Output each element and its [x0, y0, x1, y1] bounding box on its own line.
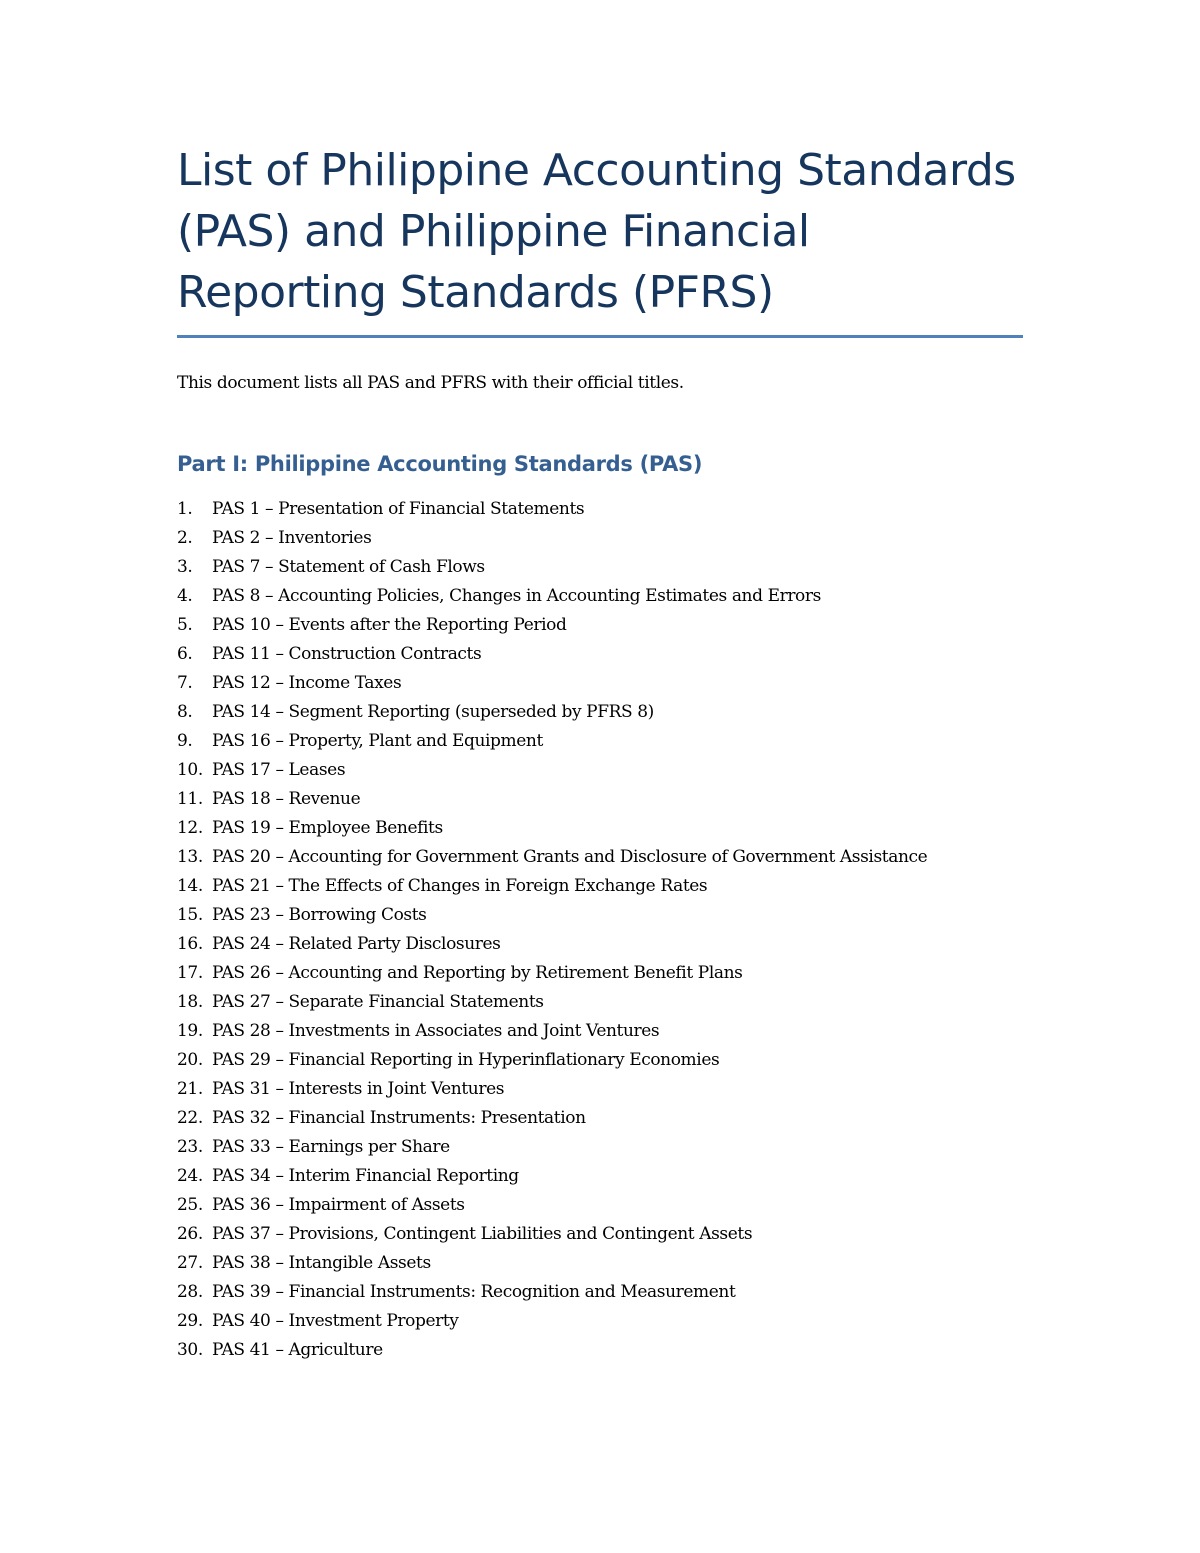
- list-item: [177, 1191, 1023, 1220]
- document-page: [177, 140, 1023, 1365]
- list-item-number: 22.: [177, 1108, 203, 1129]
- list-item-text: PAS 39 – Financial Instruments: Recognition and Measurement: [212, 1282, 736, 1303]
- list-item-text: PAS 33 – Earnings per Share: [212, 1137, 450, 1158]
- list-item: [177, 901, 1023, 930]
- list-item: [177, 1220, 1023, 1249]
- list-item-number: 29.: [177, 1311, 203, 1332]
- intro-paragraph: This document lists all PAS and PFRS with their official titles.: [177, 373, 684, 393]
- pas-list: [177, 495, 1023, 1365]
- list-item-number: 20.: [177, 1050, 203, 1071]
- list-item-number: 14.: [177, 876, 203, 897]
- list-item-text: PAS 10 – Events after the Reporting Period: [212, 615, 567, 636]
- list-item-number: 7.: [177, 673, 193, 694]
- list-item-text: PAS 26 – Accounting and Reporting by Retirement Benefit Plans: [212, 963, 743, 984]
- list-item: [177, 1046, 1023, 1075]
- list-item-text: PAS 18 – Revenue: [212, 789, 361, 810]
- list-item-text: PAS 11 – Construction Contracts: [212, 644, 482, 665]
- list-item-number: 30.: [177, 1340, 203, 1361]
- list-item-text: PAS 14 – Segment Reporting (superseded by PFRS 8): [212, 702, 654, 723]
- list-item-number: 8.: [177, 702, 193, 723]
- list-item: [177, 1017, 1023, 1046]
- list-item: [177, 930, 1023, 959]
- list-item: [177, 872, 1023, 901]
- list-item-text: PAS 38 – Intangible Assets: [212, 1253, 431, 1274]
- list-item: [177, 785, 1023, 814]
- list-item-text: PAS 19 – Employee Benefits: [212, 818, 443, 839]
- list-item-text: PAS 29 – Financial Reporting in Hyperinflationary Economies: [212, 1050, 720, 1071]
- list-item-text: PAS 23 – Borrowing Costs: [212, 905, 427, 926]
- list-item-number: 1.: [177, 499, 193, 520]
- list-item-text: PAS 16 – Property, Plant and Equipment: [212, 731, 543, 752]
- list-item: [177, 1307, 1023, 1336]
- list-item-number: 28.: [177, 1282, 203, 1303]
- list-item-number: 27.: [177, 1253, 203, 1274]
- list-item-number: 13.: [177, 847, 203, 868]
- list-item-text: PAS 34 – Interim Financial Reporting: [212, 1166, 519, 1187]
- list-item-text: PAS 36 – Impairment of Assets: [212, 1195, 465, 1216]
- section-heading-part-1: Part I: Philippine Accounting Standards (PAS): [177, 452, 703, 476]
- document-title: List of Philippine Accounting Standards (PAS) and Philippine Financial Reporting Standards (PFRS): [177, 145, 1016, 318]
- list-item: [177, 1104, 1023, 1133]
- list-item-text: PAS 12 – Income Taxes: [212, 673, 402, 694]
- list-item-number: 23.: [177, 1137, 203, 1158]
- list-item-text: PAS 24 – Related Party Disclosures: [212, 934, 501, 955]
- list-item: [177, 553, 1023, 582]
- list-item-number: 6.: [177, 644, 193, 665]
- list-item-text: PAS 32 – Financial Instruments: Presentation: [212, 1108, 586, 1129]
- list-item-text: PAS 7 – Statement of Cash Flows: [212, 557, 485, 578]
- list-item-number: 24.: [177, 1166, 203, 1187]
- list-item-number: 15.: [177, 905, 203, 926]
- list-item-number: 17.: [177, 963, 203, 984]
- list-item: [177, 669, 1023, 698]
- list-item-number: 26.: [177, 1224, 203, 1245]
- list-item-number: 25.: [177, 1195, 203, 1216]
- list-item-number: 2.: [177, 528, 193, 549]
- list-item: [177, 1336, 1023, 1365]
- list-item-number: 19.: [177, 1021, 203, 1042]
- list-item-number: 11.: [177, 789, 203, 810]
- list-item-text: PAS 27 – Separate Financial Statements: [212, 992, 544, 1013]
- list-item: [177, 1133, 1023, 1162]
- list-item-text: PAS 37 – Provisions, Contingent Liabilities and Contingent Assets: [212, 1224, 753, 1245]
- list-item: [177, 1162, 1023, 1191]
- list-item: [177, 988, 1023, 1017]
- list-item-number: 12.: [177, 818, 203, 839]
- list-item-number: 21.: [177, 1079, 203, 1100]
- list-item: [177, 582, 1023, 611]
- list-item: [177, 524, 1023, 553]
- list-item: [177, 1249, 1023, 1278]
- list-item: [177, 959, 1023, 988]
- list-item-number: 18.: [177, 992, 203, 1013]
- list-item-number: 10.: [177, 760, 203, 781]
- title-underline: [177, 335, 1023, 338]
- list-item: [177, 640, 1023, 669]
- list-item-text: PAS 21 – The Effects of Changes in Foreign Exchange Rates: [212, 876, 708, 897]
- list-item-number: 16.: [177, 934, 203, 955]
- list-item-text: PAS 2 – Inventories: [212, 528, 372, 549]
- list-item: [177, 756, 1023, 785]
- list-item-number: 3.: [177, 557, 193, 578]
- list-item-text: PAS 28 – Investments in Associates and Joint Ventures: [212, 1021, 660, 1042]
- list-item: [177, 843, 1023, 872]
- list-item-number: 9.: [177, 731, 193, 752]
- list-item-text: PAS 17 – Leases: [212, 760, 346, 781]
- list-item-text: PAS 41 – Agriculture: [212, 1340, 383, 1361]
- list-item-text: PAS 8 – Accounting Policies, Changes in Accounting Estimates and Errors: [212, 586, 821, 607]
- list-item: [177, 1278, 1023, 1307]
- list-item: [177, 1075, 1023, 1104]
- list-item: [177, 495, 1023, 524]
- list-item: [177, 727, 1023, 756]
- list-item-text: PAS 40 – Investment Property: [212, 1311, 459, 1332]
- list-item-text: PAS 1 – Presentation of Financial Statements: [212, 499, 585, 520]
- list-item: [177, 698, 1023, 727]
- list-item: [177, 814, 1023, 843]
- list-item: [177, 611, 1023, 640]
- list-item-text: PAS 31 – Interests in Joint Ventures: [212, 1079, 505, 1100]
- list-item-text: PAS 20 – Accounting for Government Grants and Disclosure of Government Assistance: [212, 847, 928, 868]
- list-item-number: 4.: [177, 586, 193, 607]
- list-item-number: 5.: [177, 615, 193, 636]
